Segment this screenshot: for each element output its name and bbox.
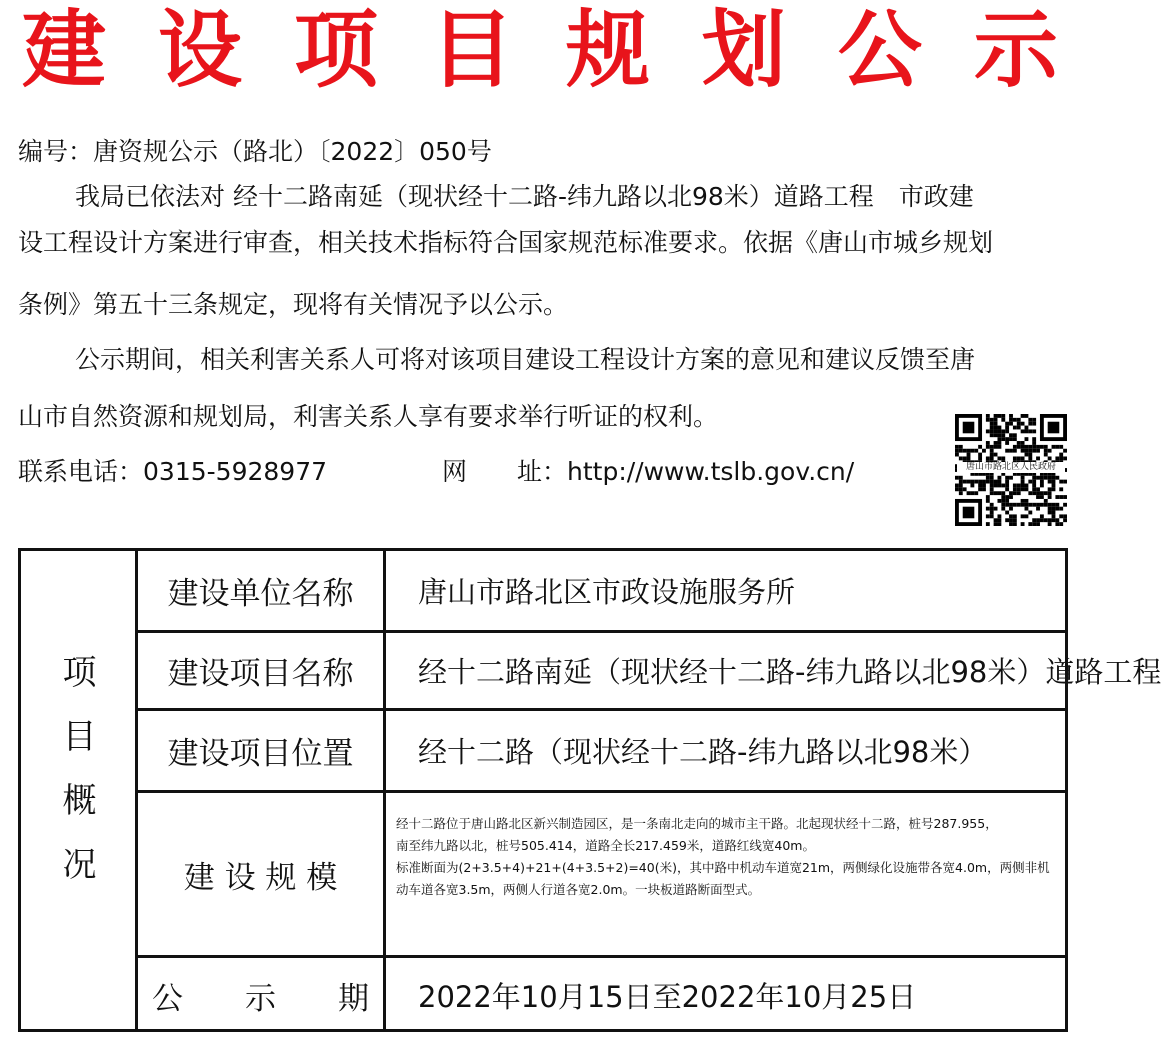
- project-info-table: [18, 548, 1161, 1032]
- row-label-unit: 建设单位名称: [167, 576, 354, 612]
- row-value-period: 2022年10月15日至2022年10月25日: [418, 979, 917, 1014]
- title-char: 项: [293, 0, 378, 99]
- paragraph-1-line: 我局已依法对 经十二路南延（现状经十二路-纬九路以北98米）道路工程 市政建: [75, 182, 974, 211]
- scale-line: 南至纬九路以北，桩号505.414，道路全长217.459米，道路红线宽40m。: [396, 838, 815, 853]
- page-title: [0, 2, 1080, 98]
- row-label-period: 公 示 期: [152, 980, 369, 1017]
- phone-label: 联系电话：: [18, 457, 144, 486]
- row-label-project-name: 建设项目名称: [167, 656, 354, 692]
- row-value-scale: [386, 793, 1065, 975]
- row-label-scale: 建 设 规 模: [183, 859, 338, 896]
- title-char: 划: [701, 0, 786, 99]
- phone-number: 0315-5928977: [143, 457, 327, 486]
- title-char: 建: [22, 0, 107, 99]
- contact-phone: [18, 457, 327, 487]
- side-char: 项: [62, 653, 97, 693]
- row-value-unit: 唐山市路北区市政设施服务所: [418, 575, 796, 609]
- qr-caption: 唐山市路北区人民政府: [957, 462, 1065, 473]
- side-char: 况: [62, 845, 97, 885]
- side-label: [21, 641, 138, 897]
- paragraph-1-line: 条例》第五十三条规定，现将有关情况予以公示。: [18, 290, 569, 319]
- scale-line: 标准断面为(2+3.5+4)+21+(4+3.5+2)=40(米)，其中路中机动车道宽21m，两侧绿化设施带各宽4.0m，两侧非机: [396, 860, 1050, 875]
- title-char: 公: [837, 0, 922, 99]
- website-link[interactable]: http://www.tslb.gov.cn/: [567, 457, 855, 486]
- row-value-location: 经十二路（现状经十二路-纬九路以北98米）: [418, 735, 988, 769]
- row-label-location: 建设项目位置: [167, 736, 354, 772]
- title-char: 目: [429, 0, 514, 99]
- title-char: 规: [565, 0, 650, 99]
- title-char: 示: [973, 0, 1058, 99]
- side-char: 概: [62, 781, 97, 821]
- row-value-project-name: 经十二路南延（现状经十二路-纬九路以北98米）道路工程: [418, 655, 1161, 689]
- title-char: 设: [157, 0, 242, 99]
- contact-website: [442, 457, 854, 487]
- paragraph-2-line: 山市自然资源和规划局，利害关系人享有要求举行听证的权利。: [18, 402, 719, 431]
- document-number: 编号：唐资规公示（路北）〔2022〕050号: [18, 137, 492, 166]
- website-label: 网 址：: [442, 457, 568, 486]
- paragraph-2-line: 公示期间，相关利害关系人可将对该项目建设工程设计方案的意见和建议反馈至唐: [75, 345, 976, 374]
- side-char: 目: [62, 717, 97, 757]
- paragraph-1-line: 设工程设计方案进行审查，相关技术指标符合国家规范标准要求。依据《唐山市城乡规划: [18, 228, 994, 257]
- scale-line: 动车道各宽3.5m，两侧人行道各宽2.0m。一块板道路断面型式。: [396, 882, 761, 897]
- scale-line: 经十二路位于唐山路北区新兴制造园区，是一条南北走向的城市主干路。北起现状经十二路，桩号287.955，: [396, 816, 998, 831]
